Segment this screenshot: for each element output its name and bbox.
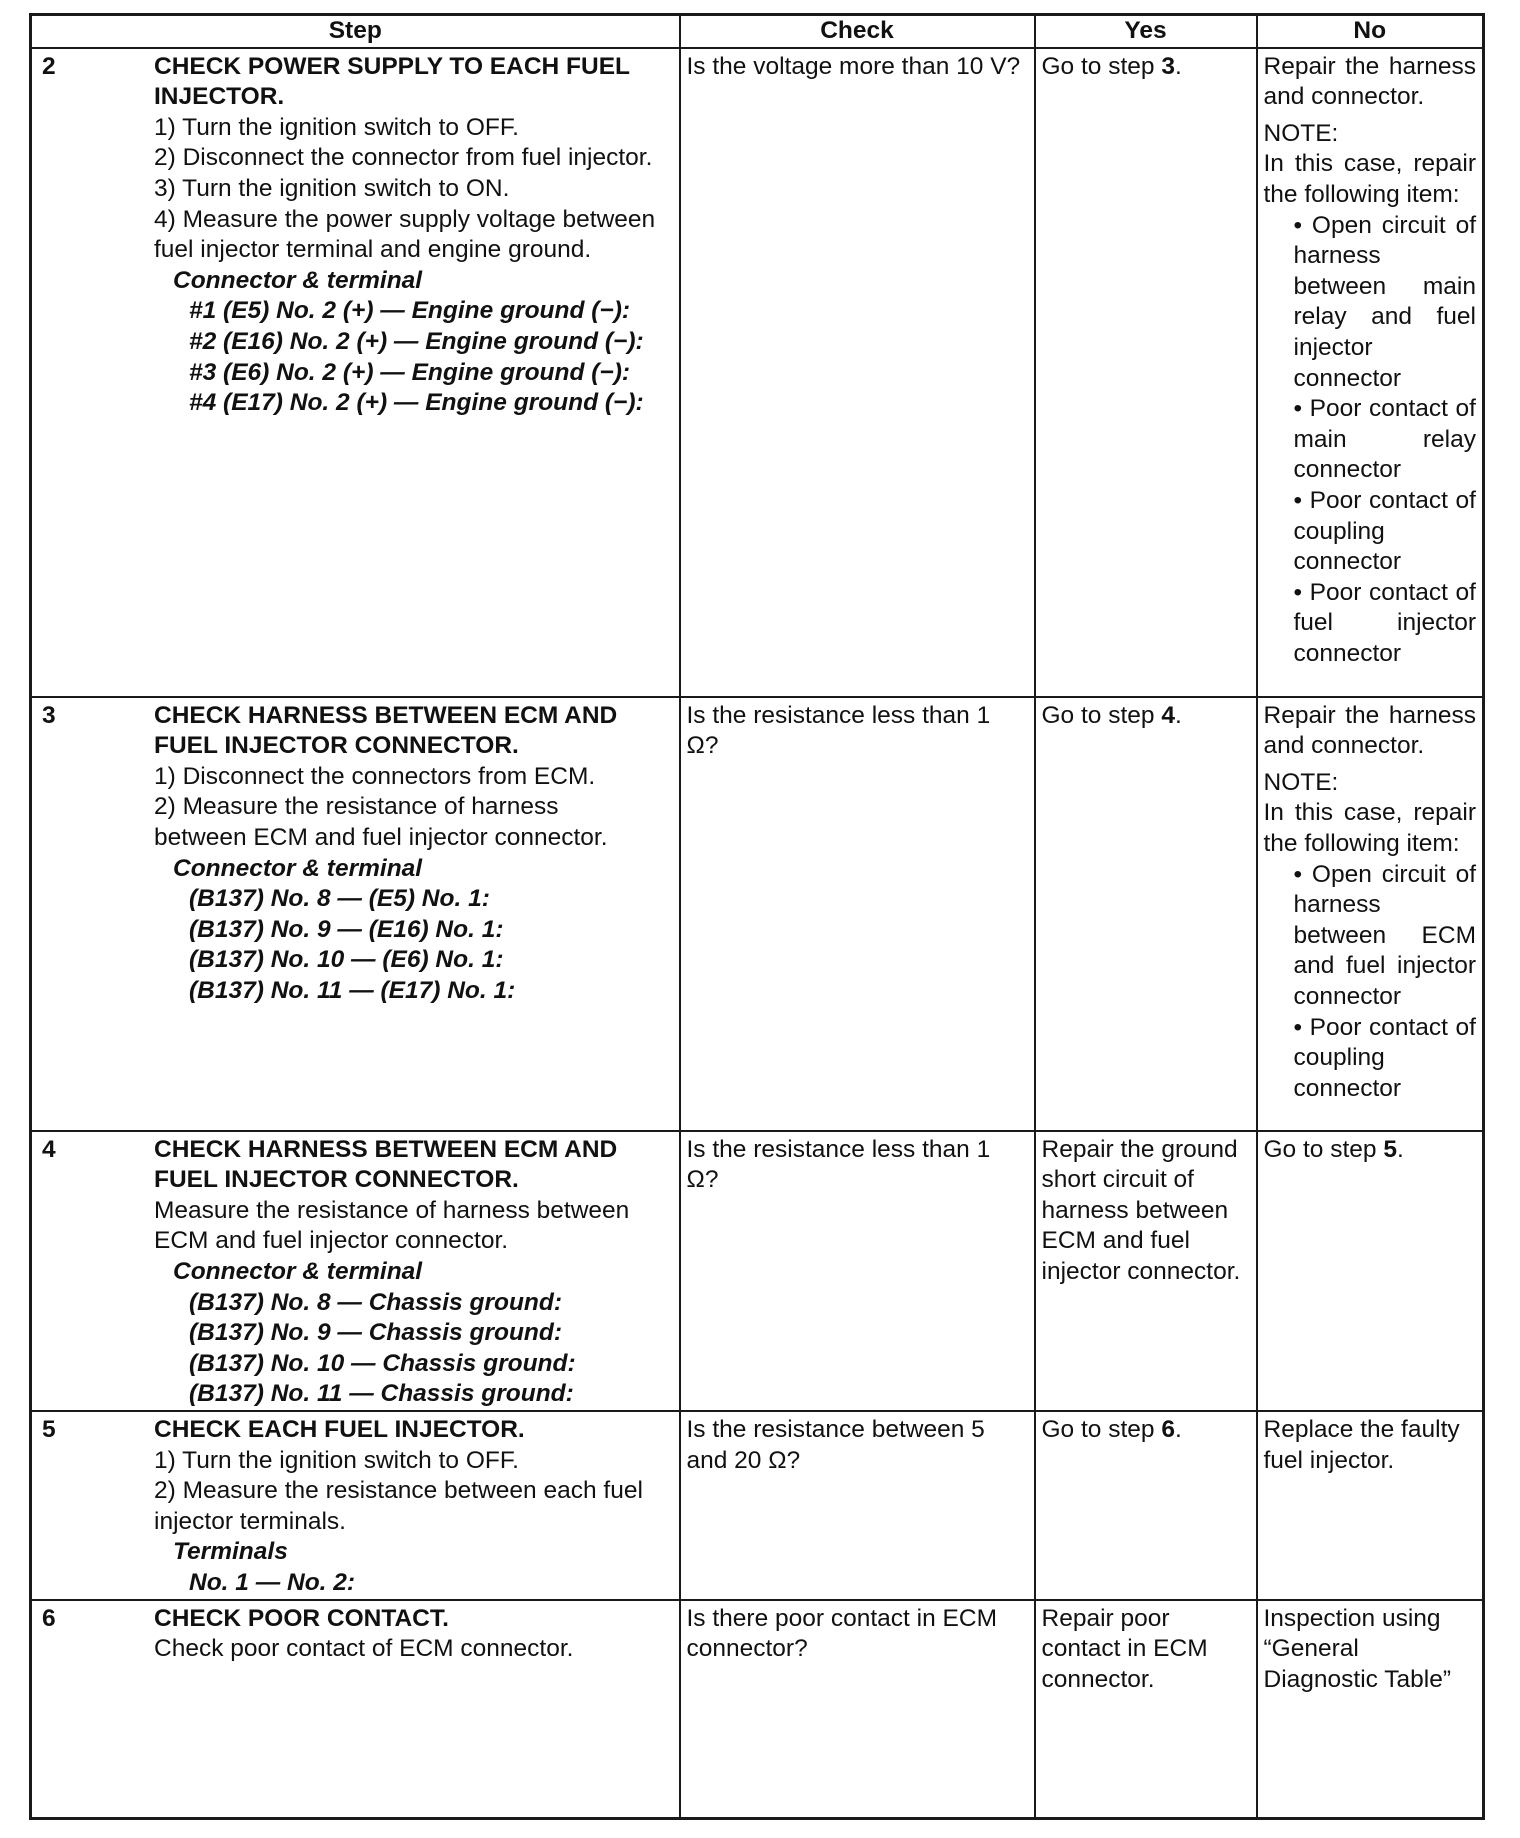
yes-step: 3 [1161, 52, 1175, 80]
connector-item: (B137) No. 10 — Chassis ground: [189, 1349, 576, 1377]
no-bullet: • Poor contact of main relay connector [1293, 395, 1476, 484]
connector-item: (B137) No. 11 — Chassis ground: [189, 1380, 574, 1408]
table-row [31, 1600, 1484, 1819]
connector-item: #3 (E6) No. 2 (+) — Engine ground (−): [189, 358, 631, 386]
connector-item: #1 (E5) No. 2 (+) — Engine ground (−): [189, 297, 631, 325]
check-cell: Is the resistance between 5 and 20 Ω? [680, 1411, 1035, 1600]
no-bullet: • Open circuit of harness between main relay and fuel injector connector [1293, 211, 1476, 392]
instruction: 2) Disconnect the connector from fuel injector. [154, 144, 653, 172]
no-cell [1257, 697, 1484, 1131]
instruction: Check poor contact of ECM connector. [154, 1635, 574, 1663]
step-title: FUEL INJECTOR CONNECTOR. [154, 1166, 519, 1194]
header-check: Check [680, 15, 1035, 48]
note-label: NOTE: [1263, 119, 1339, 147]
connector-label: Connector & terminal [173, 266, 423, 294]
no-bullet: • Poor contact of coupling connector [1293, 1013, 1476, 1102]
instruction: 1) Turn the ignition switch to OFF. [154, 113, 519, 141]
step-cell [31, 1600, 680, 1819]
table-row [31, 1131, 1484, 1411]
connector-item: (B137) No. 10 — (E6) No. 1: [189, 946, 504, 974]
instruction: 2) Measure the resistance of harness [154, 793, 559, 821]
instruction: ECM and fuel injector connector. [154, 1227, 509, 1255]
instruction: between ECM and fuel injector connector. [154, 823, 608, 851]
step-title: CHECK EACH FUEL INJECTOR. [154, 1415, 525, 1443]
diagnostic-table [29, 13, 1485, 1820]
connector-item: (B137) No. 9 — (E16) No. 1: [189, 915, 504, 943]
step-title: CHECK POOR CONTACT. [154, 1604, 449, 1632]
no-cell: Replace the faulty fuel injector. [1257, 1411, 1484, 1600]
no-bullet: • Open circuit of harness between ECM and fuel injector connector [1293, 860, 1476, 1010]
connector-label: Connector & terminal [173, 854, 423, 882]
no-cell: Inspection using “General Diagnostic Table” [1257, 1600, 1484, 1819]
step-title: CHECK HARNESS BETWEEN ECM AND [154, 1135, 618, 1163]
yes-step: 6 [1161, 1415, 1175, 1443]
no-intro: Repair the harness and connector. [1263, 52, 1476, 111]
instruction: Measure the resistance of harness between [154, 1196, 630, 1224]
instruction: 4) Measure the power supply voltage between [154, 205, 656, 233]
step-title: FUEL INJECTOR CONNECTOR. [154, 732, 519, 760]
yes-cell: Repair poor contact in ECM connector. [1035, 1600, 1257, 1819]
step-number: 6 [42, 1604, 56, 1632]
yes-prefix: Go to step [1041, 1415, 1162, 1443]
note-label: NOTE: [1263, 768, 1339, 796]
step-cell [31, 1411, 680, 1600]
connector-item: (B137) No. 8 — Chassis ground: [189, 1288, 563, 1316]
no-prefix: Go to step [1263, 1135, 1384, 1163]
header-no: No [1257, 15, 1484, 48]
yes-cell [1035, 697, 1257, 1131]
yes-cell: Repair the ground short circuit of harness between ECM and fuel injector connector. [1035, 1131, 1257, 1411]
instruction: fuel injector terminal and engine ground. [154, 236, 592, 264]
step-number: 5 [42, 1415, 56, 1443]
yes-cell [1035, 1411, 1257, 1600]
table-row [31, 48, 1484, 697]
no-cell [1257, 48, 1484, 697]
note-text: In this case, repair the following item: [1263, 150, 1476, 208]
header-step: Step [31, 15, 680, 48]
instruction: 3) Turn the ignition switch to ON. [154, 174, 510, 202]
check-cell: Is the voltage more than 10 V? [680, 48, 1035, 697]
step-number: 2 [42, 52, 56, 80]
instruction: injector terminals. [154, 1507, 346, 1535]
no-bullet: • Poor contact of coupling connector [1293, 486, 1476, 576]
connector-item: (B137) No. 9 — Chassis ground: [189, 1319, 563, 1347]
yes-suffix: . [1175, 1415, 1182, 1443]
step-number: 3 [42, 701, 56, 729]
yes-suffix: . [1175, 701, 1182, 729]
no-intro: Repair the harness and connector. [1263, 701, 1476, 760]
yes-step: 4 [1161, 701, 1175, 729]
step-title: CHECK HARNESS BETWEEN ECM AND [154, 701, 618, 729]
no-step: 5 [1383, 1135, 1397, 1163]
header-yes: Yes [1035, 15, 1257, 48]
terminal-item: No. 1 — No. 2: [189, 1568, 356, 1596]
terminals-label: Terminals [173, 1538, 288, 1566]
connector-item: #4 (E17) No. 2 (+) — Engine ground (−): [189, 389, 644, 417]
connector-item: #2 (E16) No. 2 (+) — Engine ground (−): [189, 327, 644, 355]
check-cell: Is the resistance less than 1 Ω? [680, 1131, 1035, 1411]
instruction: 1) Disconnect the connectors from ECM. [154, 762, 596, 790]
no-bullet: • Poor contact of fuel injector connector [1293, 578, 1476, 667]
step-title: INJECTOR. [154, 83, 285, 111]
step-number: 4 [42, 1135, 56, 1163]
check-cell: Is the resistance less than 1 Ω? [680, 697, 1035, 1131]
yes-prefix: Go to step [1041, 52, 1162, 80]
table-row [31, 1411, 1484, 1600]
instruction: 2) Measure the resistance between each fuel [154, 1477, 643, 1505]
note-text: In this case, repair the following item: [1263, 799, 1476, 857]
yes-prefix: Go to step [1041, 701, 1162, 729]
check-cell: Is there poor contact in ECM connector? [680, 1600, 1035, 1819]
header-row [31, 15, 1484, 48]
connector-item: (B137) No. 8 — (E5) No. 1: [189, 885, 490, 913]
table-row [31, 697, 1484, 1131]
yes-suffix: . [1175, 52, 1182, 80]
no-cell [1257, 1131, 1484, 1411]
no-suffix: . [1397, 1135, 1404, 1163]
step-cell [31, 48, 680, 697]
instruction: 1) Turn the ignition switch to OFF. [154, 1446, 519, 1474]
yes-cell [1035, 48, 1257, 697]
connector-item: (B137) No. 11 — (E17) No. 1: [189, 976, 516, 1004]
step-title: CHECK POWER SUPPLY TO EACH FUEL [154, 52, 631, 80]
step-cell [31, 697, 680, 1131]
connector-label: Connector & terminal [173, 1257, 423, 1285]
step-cell [31, 1131, 680, 1411]
